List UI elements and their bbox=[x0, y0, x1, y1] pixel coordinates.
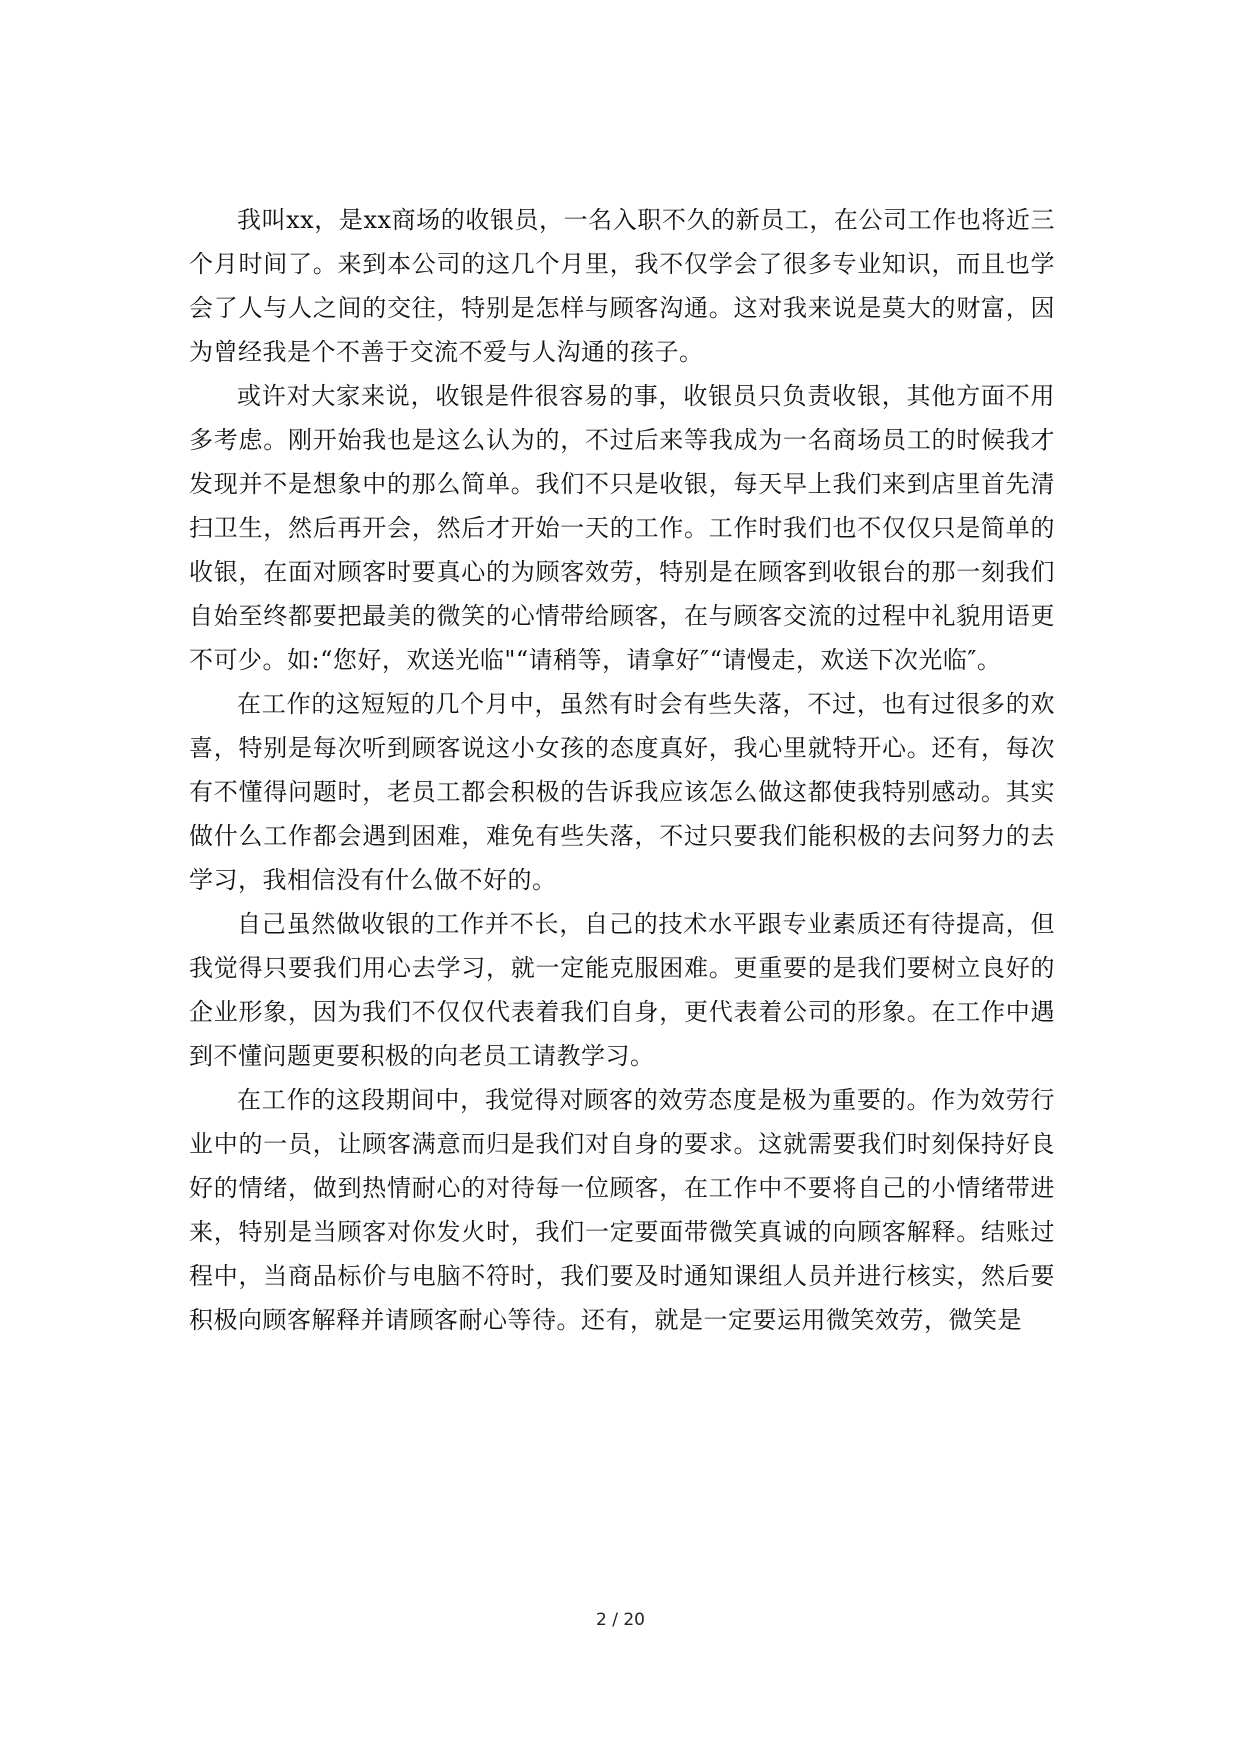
document-body bbox=[189, 198, 1055, 1342]
paragraph-3: 在工作的这短短的几个月中，虽然有时会有些失落，不过，也有过很多的欢喜，特别是每次听到顾客说这小女孩的态度真好，我心里就特开心。还有，每次有不懂得问题时，老员工都会积极的告诉我应该怎么做这都使我特别感动。其实做什么工作都会遇到困难，难免有些失落，不过只要我们能积极的去问努力的去学习，我相信没有什么做不好的。 bbox=[189, 690, 1055, 894]
paragraph-5: 在工作的这段期间中，我觉得对顾客的效劳态度是极为重要的。作为效劳行业中的一员，让顾客满意而归是我们对自身的要求。这就需要我们时刻保持好良好的情绪，做到热情耐心的对待每一位顾客，在工作中不要将自己的小情绪带进来，特别是当顾客对你发火时，我们一定要面带微笑真诚的向顾客解释。结账过程中，当商品标价与电脑不符时，我们要及时通知课组人员并进行核实，然后要积极向顾客解释并请顾客耐心等待。还有，就是一定要运用微笑效劳，微笑是 bbox=[189, 1086, 1055, 1334]
page-number: 2 / 20 bbox=[596, 1610, 645, 1630]
paragraph-4: 自己虽然做收银的工作并不长，自己的技术水平跟专业素质还有待提高，但我觉得只要我们用心去学习，就一定能克服困难。更重要的是我们要树立良好的企业形象，因为我们不仅仅代表着我们自身，更代表着公司的形象。在工作中遇到不懂问题更要积极的向老员工请教学习。 bbox=[189, 910, 1055, 1070]
paragraph-1: 我叫xx，是xx商场的收银员，一名入职不久的新员工，在公司工作也将近三个月时间了。来到本公司的这几个月里，我不仅学会了很多专业知识，而且也学会了人与人之间的交往，特别是怎样与顾客沟通。这对我来说是莫大的财富，因为曾经我是个不善于交流不爱与人沟通的孩子。 bbox=[189, 206, 1055, 366]
paragraph-2: 或许对大家来说，收银是件很容易的事，收银员只负责收银，其他方面不用多考虑。刚开始我也是这么认为的，不过后来等我成为一名商场员工的时候我才发现并不是想象中的那么简单。我们不只是收银，每天早上我们来到店里首先清扫卫生，然后再开会，然后才开始一天的工作。工作时我们也不仅仅只是简单的收银，在面对顾客时要真心的为顾客效劳，特别是在顾客到收银台的那一刻我们自始至终都要把最美的微笑的心情带给顾客，在与顾客交流的过程中礼貌用语更不可少。如:“您好，欢送光临"“请稍等，请拿好″“请慢走，欢送下次光临″。 bbox=[189, 382, 1055, 674]
